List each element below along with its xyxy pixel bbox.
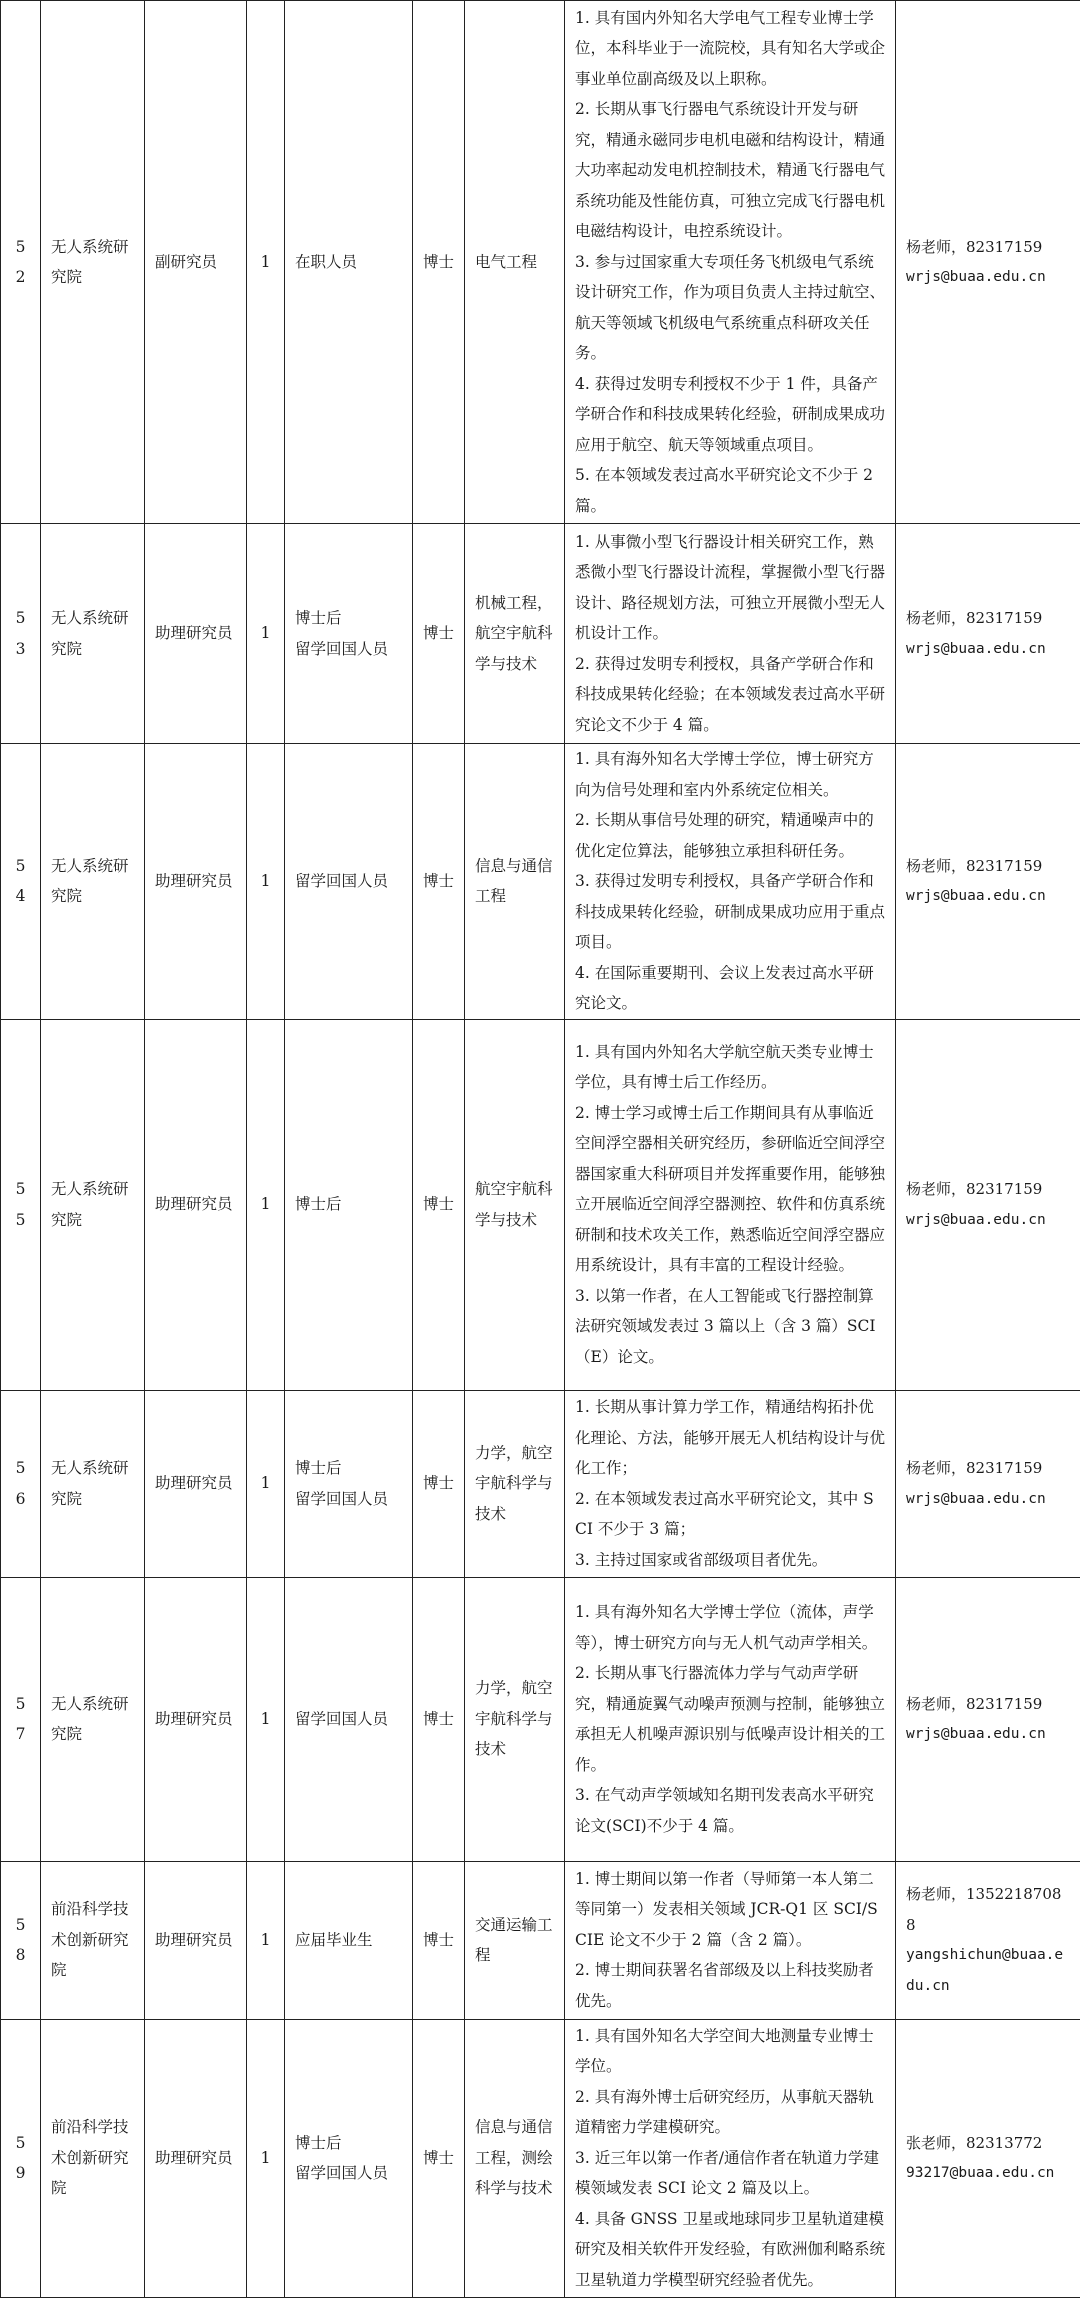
contact-info bbox=[896, 1861, 1080, 2019]
row-number: 57 bbox=[1, 1577, 41, 1861]
requirement-item: 2. 博士学习或博士后工作期间具有从事临近空间浮空器相关研究经历，参研临近空间浮空器国家重大科研项目并发挥重要作用，能够独立开展临近空间浮空器测控、软件和仿真系统研制和技术攻关工作，熟悉临近空间浮空器应用系统设计，具有丰富的工程设计经验。 bbox=[575, 1098, 885, 1281]
contact-email-link[interactable]: wrjs@buaa.edu.cn bbox=[906, 1205, 1070, 1236]
job-requirements bbox=[565, 1577, 896, 1861]
requirement-item: 1. 具有海外知名大学博士学位（流体，声学等），博士研究方向与无人机气动声学相关。 bbox=[575, 1597, 885, 1658]
candidate-source-item: 博士后 bbox=[295, 2128, 402, 2159]
candidate-source-item: 博士后 bbox=[295, 1453, 402, 1484]
contact-name-phone: 杨老师，82317159 bbox=[906, 1689, 1070, 1720]
requirement-item: 3. 在气动声学领域知名期刊发表高水平研究论文(SCI)不少于 4 篇。 bbox=[575, 1780, 885, 1841]
job-requirements bbox=[565, 1390, 896, 1577]
requirement-item: 2. 长期从事信号处理的研究，精通噪声中的优化定位算法，能够独立承担科研任务。 bbox=[575, 805, 885, 866]
requirement-item: 2. 长期从事飞行器流体力学与气动声学研究，精通旋翼气动噪声预测与控制，能够独立承担无人机噪声源识别与低噪声设计相关的工作。 bbox=[575, 1658, 885, 1780]
position-title: 助理研究员 bbox=[145, 1019, 247, 1390]
contact-name-phone: 张老师，82313772 bbox=[906, 2128, 1070, 2159]
contact-info bbox=[896, 524, 1080, 744]
position-title: 助理研究员 bbox=[145, 1577, 247, 1861]
table-row bbox=[1, 1390, 1080, 1577]
contact-info bbox=[896, 1390, 1080, 1577]
requirement-item: 2. 获得过发明专利授权，具备产学研合作和科技成果转化经验；在本领域发表过高水平研究论文不少于 4 篇。 bbox=[575, 649, 885, 741]
contact-email-link[interactable]: wrjs@buaa.edu.cn bbox=[906, 634, 1070, 665]
hiring-count: 1 bbox=[247, 1577, 285, 1861]
degree-requirement: 博士 bbox=[413, 1019, 465, 1390]
major-field: 电气工程 bbox=[465, 1, 565, 524]
candidate-source-item: 应届毕业生 bbox=[295, 1925, 402, 1956]
degree-requirement: 博士 bbox=[413, 744, 465, 1020]
requirement-item: 4. 具备 GNSS 卫星或地球同步卫星轨道建模研究及相关软件开发经验，有欧洲伽利略系统卫星轨道力学模型研究经验者优先。 bbox=[575, 2204, 885, 2296]
requirement-item: 2. 具有海外博士后研究经历，从事航天器轨道精密力学建模研究。 bbox=[575, 2082, 885, 2143]
major-field: 交通运输工程 bbox=[465, 1861, 565, 2019]
degree-requirement: 博士 bbox=[413, 524, 465, 744]
position-title: 助理研究员 bbox=[145, 1861, 247, 2019]
contact-name-phone: 杨老师，82317159 bbox=[906, 1453, 1070, 1484]
candidate-source bbox=[285, 1, 413, 524]
contact-email-link[interactable]: wrjs@buaa.edu.cn bbox=[906, 881, 1070, 912]
job-requirements bbox=[565, 744, 896, 1020]
table-row bbox=[1, 1, 1080, 524]
requirement-item: 2. 长期从事飞行器电气系统设计开发与研究，精通永磁同步电机电磁和结构设计，精通大功率起动发电机控制技术，精通飞行器电气系统功能及性能仿真，可独立完成飞行器电机电磁结构设计，电控系统设计。 bbox=[575, 94, 885, 247]
hiring-count: 1 bbox=[247, 744, 285, 1020]
requirement-item: 1. 博士期间以第一作者（导师第一本人第二等同第一）发表相关领域 JCR-Q1 区 SCI/SCIE 论文不少于 2 篇（含 2 篇）。 bbox=[575, 1864, 885, 1956]
candidate-source bbox=[285, 1019, 413, 1390]
position-title: 副研究员 bbox=[145, 1, 247, 524]
major-field: 信息与通信工程，测绘科学与技术 bbox=[465, 2019, 565, 2297]
hiring-unit: 前沿科学技术创新研究院 bbox=[41, 1861, 145, 2019]
degree-requirement: 博士 bbox=[413, 2019, 465, 2297]
position-title: 助理研究员 bbox=[145, 524, 247, 744]
candidate-source bbox=[285, 1577, 413, 1861]
row-number: 58 bbox=[1, 1861, 41, 2019]
candidate-source bbox=[285, 744, 413, 1020]
contact-name-phone: 杨老师，82317159 bbox=[906, 232, 1070, 263]
contact-info bbox=[896, 1577, 1080, 1861]
candidate-source-item: 留学回国人员 bbox=[295, 634, 402, 665]
requirement-item: 1. 具有国内外知名大学电气工程专业博士学位，本科毕业于一流院校，具有知名大学或企事业单位副高级及以上职称。 bbox=[575, 3, 885, 95]
requirement-item: 5. 在本领域发表过高水平研究论文不少于 2 篇。 bbox=[575, 460, 885, 521]
table-row bbox=[1, 1861, 1080, 2019]
contact-email-link[interactable]: wrjs@buaa.edu.cn bbox=[906, 1484, 1070, 1515]
hiring-unit: 前沿科学技术创新研究院 bbox=[41, 2019, 145, 2297]
requirement-item: 2. 博士期间获署名省部级及以上科技奖励者优先。 bbox=[575, 1955, 885, 2016]
hiring-count: 1 bbox=[247, 524, 285, 744]
hiring-unit: 无人系统研究院 bbox=[41, 1577, 145, 1861]
requirement-item: 3. 参与过国家重大专项任务飞机级电气系统设计研究工作，作为项目负责人主持过航空、航天等领域飞机级电气系统重点科研攻关任务。 bbox=[575, 247, 885, 369]
contact-email-link[interactable]: 93217@buaa.edu.cn bbox=[906, 2158, 1070, 2189]
position-title: 助理研究员 bbox=[145, 744, 247, 1020]
hiring-count: 1 bbox=[247, 1, 285, 524]
contact-email-link[interactable]: wrjs@buaa.edu.cn bbox=[906, 1719, 1070, 1750]
job-requirements bbox=[565, 2019, 896, 2297]
row-number: 53 bbox=[1, 524, 41, 744]
position-title: 助理研究员 bbox=[145, 2019, 247, 2297]
contact-name-phone: 杨老师，82317159 bbox=[906, 1174, 1070, 1205]
contact-email-link[interactable]: yangshichun@buaa.edu.cn bbox=[906, 1940, 1070, 2001]
contact-info bbox=[896, 1, 1080, 524]
requirement-item: 3. 近三年以第一作者/通信作者在轨道力学建模领域发表 SCI 论文 2 篇及以上。 bbox=[575, 2143, 885, 2204]
candidate-source-item: 留学回国人员 bbox=[295, 1704, 402, 1735]
table-row bbox=[1, 1019, 1080, 1390]
row-number: 56 bbox=[1, 1390, 41, 1577]
major-field: 力学，航空宇航科学与技术 bbox=[465, 1577, 565, 1861]
position-title: 助理研究员 bbox=[145, 1390, 247, 1577]
table-row bbox=[1, 524, 1080, 744]
degree-requirement: 博士 bbox=[413, 1861, 465, 2019]
requirement-item: 4. 获得过发明专利授权不少于 1 件，具备产学研合作和科技成果转化经验，研制成果成功应用于航空、航天等领域重点项目。 bbox=[575, 369, 885, 461]
candidate-source bbox=[285, 524, 413, 744]
hiring-unit: 无人系统研究院 bbox=[41, 744, 145, 1020]
job-requirements bbox=[565, 1, 896, 524]
major-field: 航空宇航科学与技术 bbox=[465, 1019, 565, 1390]
contact-info bbox=[896, 1019, 1080, 1390]
requirement-item: 1. 具有国内外知名大学航空航天类专业博士学位，具有博士后工作经历。 bbox=[575, 1037, 885, 1098]
contact-info bbox=[896, 2019, 1080, 2297]
hiring-count: 1 bbox=[247, 1019, 285, 1390]
hiring-unit: 无人系统研究院 bbox=[41, 1, 145, 524]
requirement-item: 1. 长期从事计算力学工作，精通结构拓扑优化理论、方法，能够开展无人机结构设计与优化工作； bbox=[575, 1392, 885, 1484]
candidate-source-item: 留学回国人员 bbox=[295, 866, 402, 897]
degree-requirement: 博士 bbox=[413, 1390, 465, 1577]
table-row bbox=[1, 1577, 1080, 1861]
job-requirements bbox=[565, 524, 896, 744]
requirement-item: 4. 在国际重要期刊、会议上发表过高水平研究论文。 bbox=[575, 958, 885, 1019]
row-number: 52 bbox=[1, 1, 41, 524]
hiring-count: 1 bbox=[247, 2019, 285, 2297]
table-row bbox=[1, 744, 1080, 1020]
candidate-source bbox=[285, 2019, 413, 2297]
candidate-source-item: 留学回国人员 bbox=[295, 2158, 402, 2189]
candidate-source-item: 博士后 bbox=[295, 1189, 402, 1220]
contact-name-phone: 杨老师，13522187088 bbox=[906, 1879, 1070, 1940]
requirement-item: 1. 具有国外知名大学空间大地测量专业博士学位。 bbox=[575, 2021, 885, 2082]
row-number: 55 bbox=[1, 1019, 41, 1390]
requirement-item: 3. 以第一作者，在人工智能或飞行器控制算法研究领域发表过 3 篇以上（含 3 篇）SCI（E）论文。 bbox=[575, 1281, 885, 1373]
requirement-item: 3. 主持过国家或省部级项目者优先。 bbox=[575, 1545, 885, 1576]
contact-info bbox=[896, 744, 1080, 1020]
table-body bbox=[1, 1, 1080, 2298]
candidate-source bbox=[285, 1390, 413, 1577]
requirement-item: 3. 获得过发明专利授权，具备产学研合作和科技成果转化经验，研制成果成功应用于重点项目。 bbox=[575, 866, 885, 958]
candidate-source-item: 留学回国人员 bbox=[295, 1484, 402, 1515]
major-field: 力学，航空宇航科学与技术 bbox=[465, 1390, 565, 1577]
requirement-item: 2. 在本领域发表过高水平研究论文，其中 SCI 不少于 3 篇； bbox=[575, 1484, 885, 1545]
hiring-unit: 无人系统研究院 bbox=[41, 1019, 145, 1390]
contact-email-link[interactable]: wrjs@buaa.edu.cn bbox=[906, 262, 1070, 293]
candidate-source-item: 博士后 bbox=[295, 603, 402, 634]
major-field: 机械工程，航空宇航科学与技术 bbox=[465, 524, 565, 744]
candidate-source bbox=[285, 1861, 413, 2019]
major-field: 信息与通信工程 bbox=[465, 744, 565, 1020]
contact-name-phone: 杨老师，82317159 bbox=[906, 851, 1070, 882]
row-number: 59 bbox=[1, 2019, 41, 2297]
hiring-count: 1 bbox=[247, 1861, 285, 2019]
contact-name-phone: 杨老师，82317159 bbox=[906, 603, 1070, 634]
requirement-item: 1. 从事微小型飞行器设计相关研究工作，熟悉微小型飞行器设计流程，掌握微小型飞行器设计、路径规划方法，可独立开展微小型无人机设计工作。 bbox=[575, 527, 885, 649]
degree-requirement: 博士 bbox=[413, 1, 465, 524]
hiring-unit: 无人系统研究院 bbox=[41, 1390, 145, 1577]
hiring-count: 1 bbox=[247, 1390, 285, 1577]
hiring-unit: 无人系统研究院 bbox=[41, 524, 145, 744]
job-requirements bbox=[565, 1019, 896, 1390]
table-row bbox=[1, 2019, 1080, 2297]
degree-requirement: 博士 bbox=[413, 1577, 465, 1861]
candidate-source-item: 在职人员 bbox=[295, 247, 402, 278]
requirement-item: 1. 具有海外知名大学博士学位，博士研究方向为信号处理和室内外系统定位相关。 bbox=[575, 744, 885, 805]
job-requirements bbox=[565, 1861, 896, 2019]
row-number: 54 bbox=[1, 744, 41, 1020]
